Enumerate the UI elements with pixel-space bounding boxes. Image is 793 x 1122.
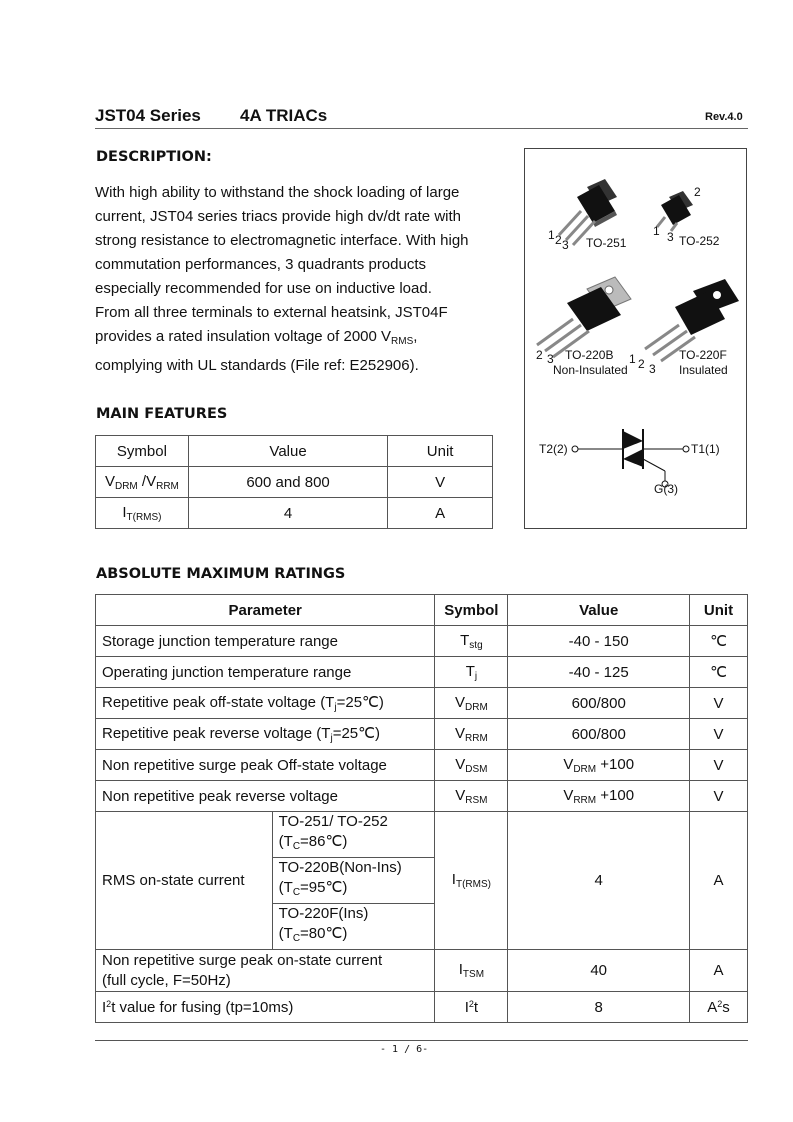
table-cell: Non repetitive peak reverse voltage	[96, 781, 435, 812]
description-line: strong resistance to electromagnetic interface. With high	[95, 232, 469, 249]
to220b-pin3: 3	[547, 352, 554, 366]
table-cell: $V_{DSM}$	[435, 750, 508, 781]
table-cell: $T_j$	[435, 657, 508, 688]
to252-label: TO-252	[679, 234, 720, 248]
table-cell: $V_{RSM}$	[435, 781, 508, 812]
table-cell: A	[690, 812, 748, 950]
to220b-note: Non-Insulated	[553, 363, 628, 377]
table-cell: -40 - 125	[508, 657, 690, 688]
table-header-cell: Unit	[690, 595, 748, 626]
table-cell: 8	[508, 992, 690, 1023]
description-body	[95, 181, 505, 378]
triac-symbol-icon	[572, 429, 689, 487]
table-header-cell: Unit	[388, 436, 493, 467]
to220f-pin2: 2	[638, 357, 645, 371]
to252-pin1: 1	[653, 224, 660, 238]
to220b-label: TO-220B	[565, 348, 614, 362]
triac-t1-label: T1(1)	[691, 442, 720, 456]
description-line: provides a rated insulation voltage of 2000 $V_{RMS}$,	[95, 328, 418, 347]
header-revision: Rev.4.0	[705, 111, 743, 123]
table-cell: V	[690, 719, 748, 750]
table-cell: ℃	[690, 657, 748, 688]
table-cell: Non repetitive surge peak on-state current (full cycle, F=50Hz)	[96, 950, 435, 992]
to220f-pin1: 1	[629, 352, 636, 366]
table-cell: V	[690, 750, 748, 781]
to220b-pin2: 2	[536, 348, 543, 362]
table-cell: $I^2t$	[435, 992, 508, 1023]
table-cell: $V_{DRM} +100$	[508, 750, 690, 781]
table-header-cell: Symbol	[435, 595, 508, 626]
table-cell: A	[690, 950, 748, 992]
to220b-package-icon	[537, 277, 631, 357]
to252-package-icon	[657, 191, 693, 231]
description-line: With high ability to withstand the shock loading of large	[95, 184, 460, 201]
table-cell: Storage junction temperature range	[96, 626, 435, 657]
table-cell: $V_{RRM} +100$	[508, 781, 690, 812]
description-line: From all three terminals to external heatsink, JST04F	[95, 304, 448, 321]
table-cell: Repetitive peak reverse voltage $(T_j=25℃)$	[96, 719, 435, 750]
table-row	[96, 436, 493, 467]
to251-label: TO-251	[586, 236, 627, 250]
table-cell: Non repetitive surge peak Off-state voltage	[96, 750, 435, 781]
header-rule	[95, 128, 748, 129]
header-product: 4A TRIACs	[240, 106, 328, 125]
ratings-title: ABSOLUTE MAXIMUM RATINGS	[96, 566, 346, 582]
table-cell: $A^2s$	[690, 992, 748, 1023]
to251-pin1: 1	[548, 228, 555, 242]
table-cell: 600/800	[508, 719, 690, 750]
main-features-title: MAIN FEATURES	[96, 406, 228, 422]
package-figure-box	[524, 148, 747, 529]
table-header-cell: Value	[508, 595, 690, 626]
table-cell: Operating junction temperature range	[96, 657, 435, 688]
to220f-pin3: 3	[649, 362, 656, 376]
table-cell: 4	[188, 498, 387, 529]
description-line: especially recommended for use on inductive load.	[95, 280, 432, 297]
table-row	[96, 688, 748, 719]
table-cell: $V_{RRM}$	[435, 719, 508, 750]
table-cell: TO-220B(Non-Ins) $(T_C=95℃)$	[272, 858, 435, 904]
table-cell: 600/800	[508, 688, 690, 719]
table-header-cell: Symbol	[96, 436, 189, 467]
table-row	[96, 626, 748, 657]
page-number: - 1 / 6-	[380, 1044, 429, 1055]
table-cell: 40	[508, 950, 690, 992]
table-row	[96, 657, 748, 688]
table-row	[96, 812, 748, 858]
table-row	[96, 595, 748, 626]
to252-pin3: 3	[667, 230, 674, 244]
to251-pin2: 2	[555, 233, 562, 247]
table-cell: $I_{T(RMS)}$	[96, 498, 189, 529]
table-row	[96, 719, 748, 750]
table-cell: 4	[508, 812, 690, 950]
table-cell: ℃	[690, 626, 748, 657]
table-row	[96, 467, 493, 498]
table-cell: Repetitive peak off-state voltage $(T_j=25℃)$	[96, 688, 435, 719]
description-title: DESCRIPTION:	[96, 149, 212, 165]
main-features-table	[95, 435, 493, 529]
table-cell: V	[690, 781, 748, 812]
table-cell: $I_{T(RMS)}$	[435, 812, 508, 950]
table-row	[96, 750, 748, 781]
ratings-table	[95, 594, 748, 1023]
triac-gate-label: G(3)	[654, 482, 678, 496]
to220f-note: Insulated	[679, 363, 728, 377]
table-cell: V	[690, 688, 748, 719]
table-row	[96, 781, 748, 812]
table-cell: $T_{stg}$	[435, 626, 508, 657]
description-line: complying with UL standards (File ref: E252906).	[95, 357, 419, 374]
table-header-cell: Value	[188, 436, 387, 467]
table-row	[96, 498, 493, 529]
table-cell: $V_{DRM}$	[435, 688, 508, 719]
to251-pin3: 3	[562, 238, 569, 252]
table-cell: $V_{DRM}$ $/V_{RRM}$	[96, 467, 189, 498]
to220f-label: TO-220F	[679, 348, 727, 362]
table-cell: TO-220F(Ins) $(T_C=80℃)$	[272, 904, 435, 950]
description-line: current, JST04 series triacs provide high dv/dt rate with	[95, 208, 461, 225]
table-cell: 600 and 800	[188, 467, 387, 498]
table-row	[96, 950, 748, 992]
header-series: JST04 Series	[95, 106, 201, 125]
table-cell: RMS on-state current	[96, 812, 273, 950]
to252-pin2: 2	[694, 185, 701, 199]
table-cell: TO-251/ TO-252 $(T_C=86℃)$	[272, 812, 435, 858]
footer-rule	[95, 1040, 748, 1041]
table-row	[96, 992, 748, 1023]
table-cell: V	[388, 467, 493, 498]
description-line: commutation performances, 3 quadrants products	[95, 256, 427, 273]
table-cell: -40 - 150	[508, 626, 690, 657]
table-header-cell: Parameter	[96, 595, 435, 626]
package-figure	[525, 149, 746, 528]
triac-t2-label: T2(2)	[539, 442, 568, 456]
table-cell: $I^2t$ value for fusing (tp=10ms)	[96, 992, 435, 1023]
table-cell: A	[388, 498, 493, 529]
table-cell: $I_{TSM}$	[435, 950, 508, 992]
